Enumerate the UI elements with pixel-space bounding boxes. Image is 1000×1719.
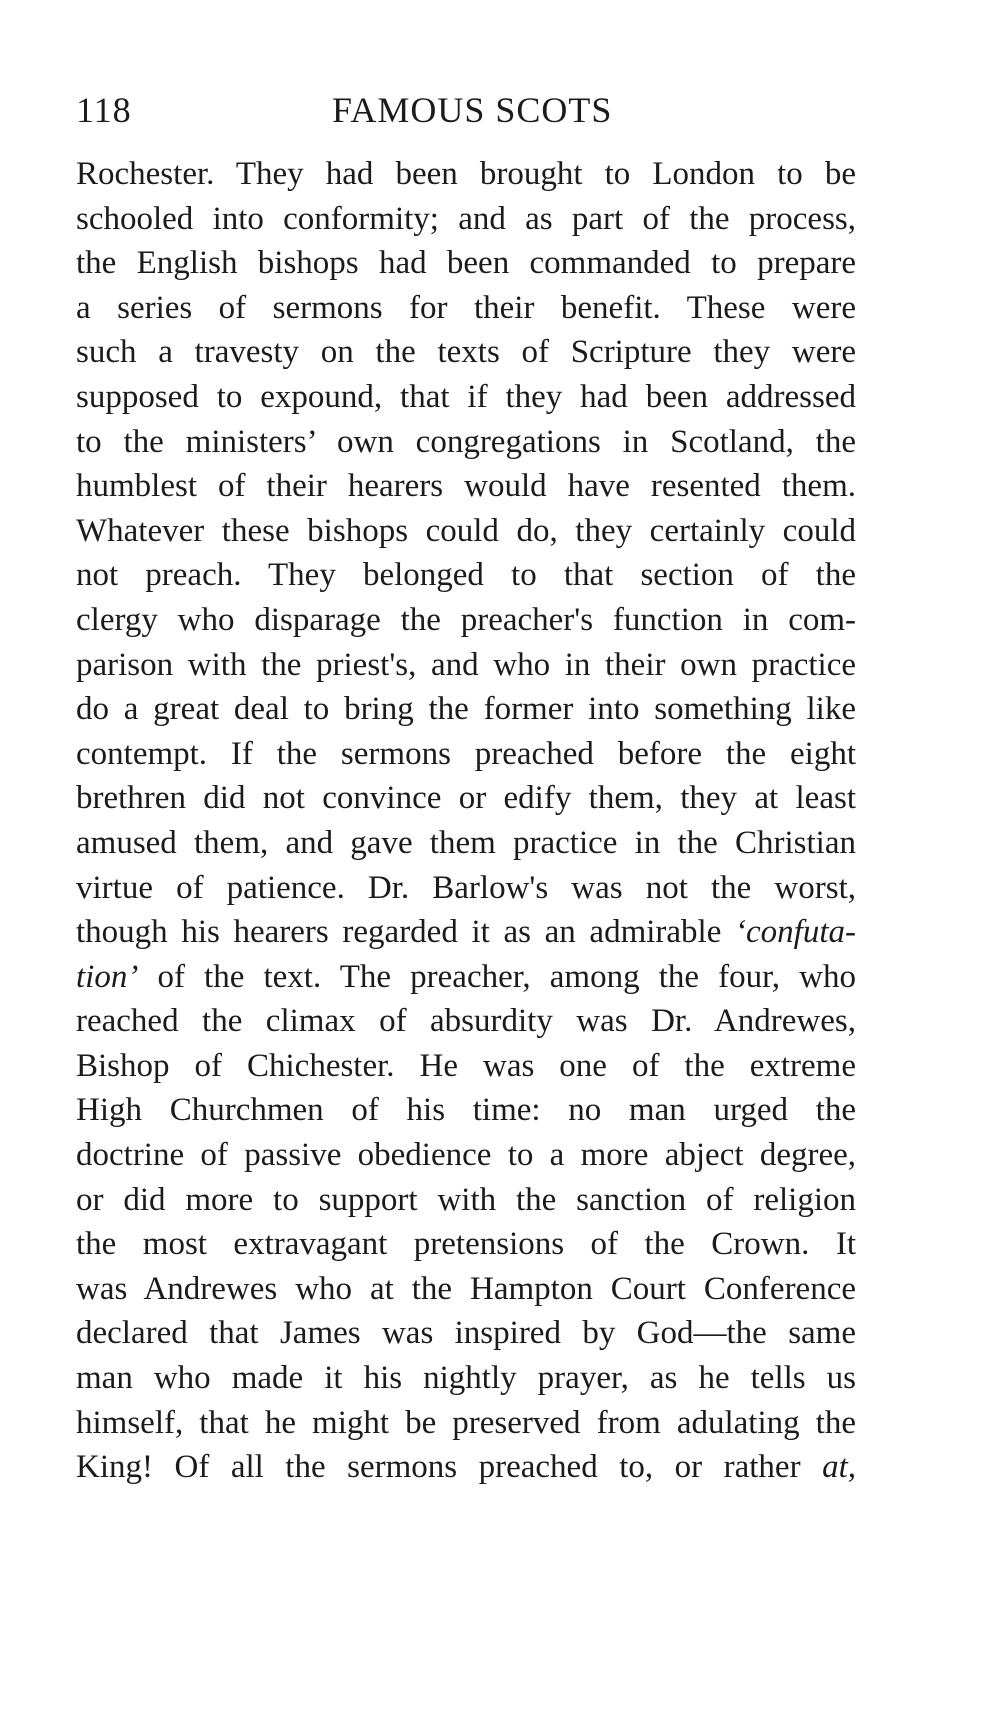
text-line: doctrine of passive obedience to a more abject degree,	[76, 1137, 856, 1174]
text-line: humblest of their hearers would have resented them.	[76, 468, 856, 505]
text-line: himself, that he might be preserved from adulating the	[76, 1404, 856, 1441]
text-line: virtue of patience. Dr. Barlow's was not the worst,	[76, 869, 856, 906]
text-segment: King! Of all the sermons preached to, or rather	[76, 1449, 801, 1486]
text-line: schooled into conformity; and as part of the process,	[76, 200, 856, 237]
text-line: was Andrewes who at the Hampton Court Conference	[76, 1270, 856, 1307]
text-line-mixed	[76, 910, 856, 955]
text-line-mixed	[76, 1445, 856, 1490]
page-header	[76, 80, 856, 140]
text-segment: though his hearers regarded it as an admirable	[76, 914, 722, 951]
text-segment: of the text. The preacher, among the four, who	[138, 958, 856, 995]
text-line-mixed	[76, 955, 856, 1000]
italic-term: ‘confuta-	[735, 914, 856, 951]
text-line: man who made it his nightly prayer, as he tells us	[76, 1360, 856, 1397]
text-line: not preach. They belonged to that section of the	[76, 557, 856, 594]
text-line: do a great deal to bring the former into something like	[76, 691, 856, 728]
page-number: 118	[76, 90, 132, 130]
text-line: Whatever these bishops could do, they certainly could	[76, 512, 856, 549]
text-line: reached the climax of absurdity was Dr. Andrewes,	[76, 1003, 856, 1040]
text-line: supposed to expound, that if they had been addressed	[76, 378, 856, 415]
text-line: High Churchmen of his time: no man urged the	[76, 1092, 856, 1129]
text-line: contempt. If the sermons preached before the eight	[76, 735, 856, 772]
text-line: the most extravagant pretensions of the Crown. It	[76, 1226, 856, 1263]
text-line: clergy who disparage the preacher's function in com-	[76, 601, 856, 638]
text-line: such a travesty on the texts of Scripture they were	[76, 334, 856, 371]
running-title: FAMOUS SCOTS	[332, 90, 613, 130]
text-line: or did more to support with the sanction of religion	[76, 1181, 856, 1218]
text-line: the English bishops had been commanded to prepare	[76, 245, 856, 282]
text-line: parison with the priest's, and who in their own practice	[76, 646, 856, 683]
italic-term: tion’	[76, 958, 139, 995]
text-line: amused them, and gave them practice in the Christian	[76, 824, 856, 861]
text-line: to the ministers’ own congregations in Scotland, the	[76, 423, 856, 460]
text-line: a series of sermons for their benefit. These were	[76, 289, 856, 326]
text-line: Rochester. They had been brought to London to be	[76, 156, 856, 192]
text-line: brethren did not convince or edify them, they at least	[76, 780, 856, 817]
body-text	[76, 152, 856, 1490]
text-line: declared that James was inspired by God—the same	[76, 1315, 856, 1352]
italic-term: at,	[822, 1449, 856, 1486]
text-line: Bishop of Chichester. He was one of the extreme	[76, 1047, 856, 1084]
